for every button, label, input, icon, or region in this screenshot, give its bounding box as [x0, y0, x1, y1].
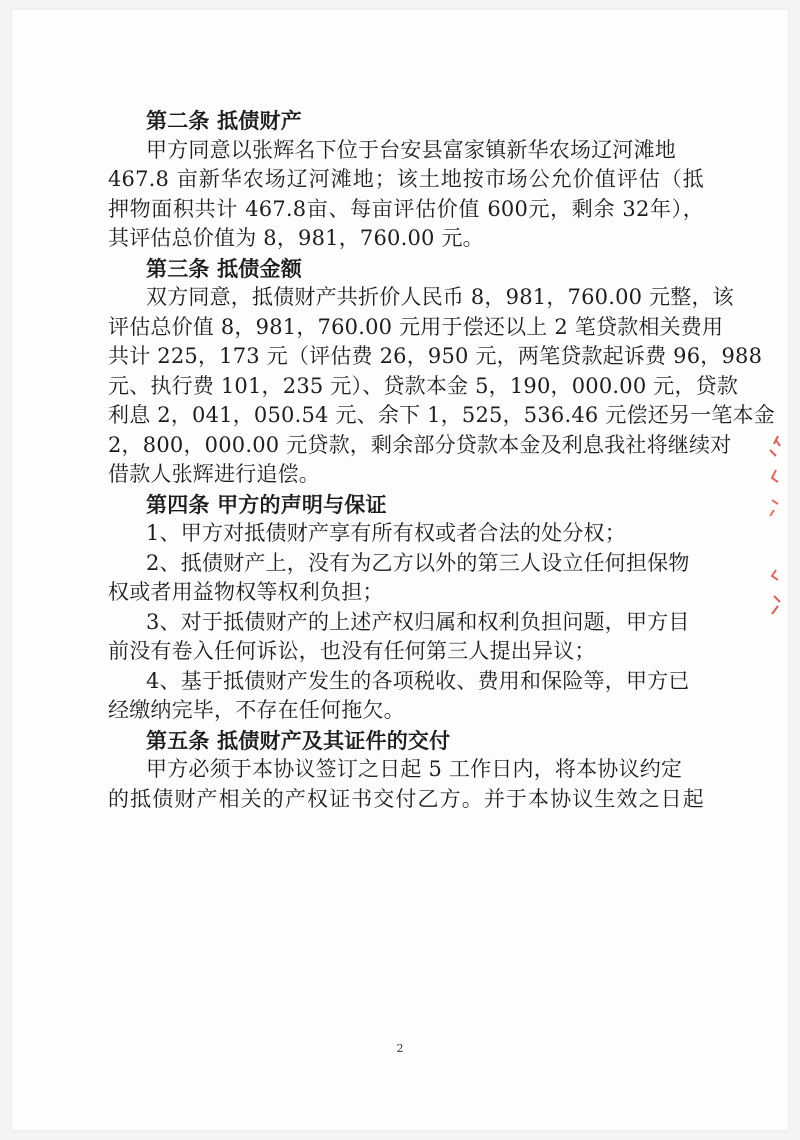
document-body [108, 106, 775, 814]
paragraph-last-line: 权或者用益物权等权利负担； [108, 580, 384, 604]
section-heading: 第五条 抵债财产及其证件的交付 [146, 727, 451, 753]
red-seal-fragment [758, 430, 784, 630]
section-heading: 第三条 抵债金额 [146, 255, 302, 281]
paragraph-last-line: 经缴纳完毕，不存在任何拖欠。 [108, 698, 405, 722]
section-heading: 第四条 甲方的声明与保证 [146, 491, 387, 517]
paragraph-last-line: 前没有卷入任何诉讼，也没有任何第三人提出异议； [108, 639, 596, 663]
document-page [12, 10, 788, 1130]
paragraph-first-line: 甲方必须于本协议签订之日起 5 工作日内，将本协议约定 [146, 757, 683, 781]
paragraph-first-line: 1、甲方对抵债财产享有所有权或者合法的处分权； [146, 521, 626, 545]
paragraph-first-line: 甲方同意以张辉名下位于台安县富家镇新华农场辽河滩地 [146, 137, 676, 162]
paragraph-line: 共计 225，173 元（评估费 26，950 元，两笔贷款起诉费 96，988 [108, 344, 763, 368]
paragraph-first-line: 双方同意，抵债财产共折价人民币 8，981，760.00 元整，该 [146, 285, 734, 309]
paragraph-last-line: 其评估总价值为 8，981，760.00 元。 [108, 226, 484, 250]
paragraph-line: 的抵债财产相关的产权证书交付乙方。并于本协议生效之日起 [108, 786, 704, 811]
page-number: 2 [396, 1042, 404, 1055]
paragraph-first-line: 4、基于抵债财产发生的各项税收、费用和保险等，甲方已 [146, 668, 690, 693]
paragraph-first-line: 2、抵债财产上，没有为乙方以外的第三人设立任何担保物 [146, 550, 690, 575]
paragraph-line: 元、执行费 101，235 元）、贷款本金 5，190，000.00 元，贷款 [108, 373, 739, 398]
paragraph-last-line: 借款人张辉进行追偿。 [108, 462, 320, 486]
paragraph-line: 467.8 亩新华农场辽河滩地；该土地按市场公允价值评估（抵 [108, 167, 704, 191]
paragraph-line: 押物面积共计 467.8亩、每亩评估价值 600元，剩余 32年）， [108, 196, 704, 221]
paragraph-first-line: 3、对于抵债财产的上述产权归属和权利负担问题，甲方目 [146, 609, 690, 634]
paragraph-line: 2，800，000.00 元贷款，剩余部分贷款本金及利息我社将继续对 [108, 432, 732, 457]
section-heading: 第二条 抵债财产 [146, 108, 302, 133]
paragraph-line: 评估总价值 8，981，760.00 元用于偿还以上 2 笔贷款相关费用 [108, 314, 724, 339]
paragraph-line: 利息 2，041，050.54 元、余下 1，525，536.46 元偿还另一笔本金 [108, 403, 775, 427]
